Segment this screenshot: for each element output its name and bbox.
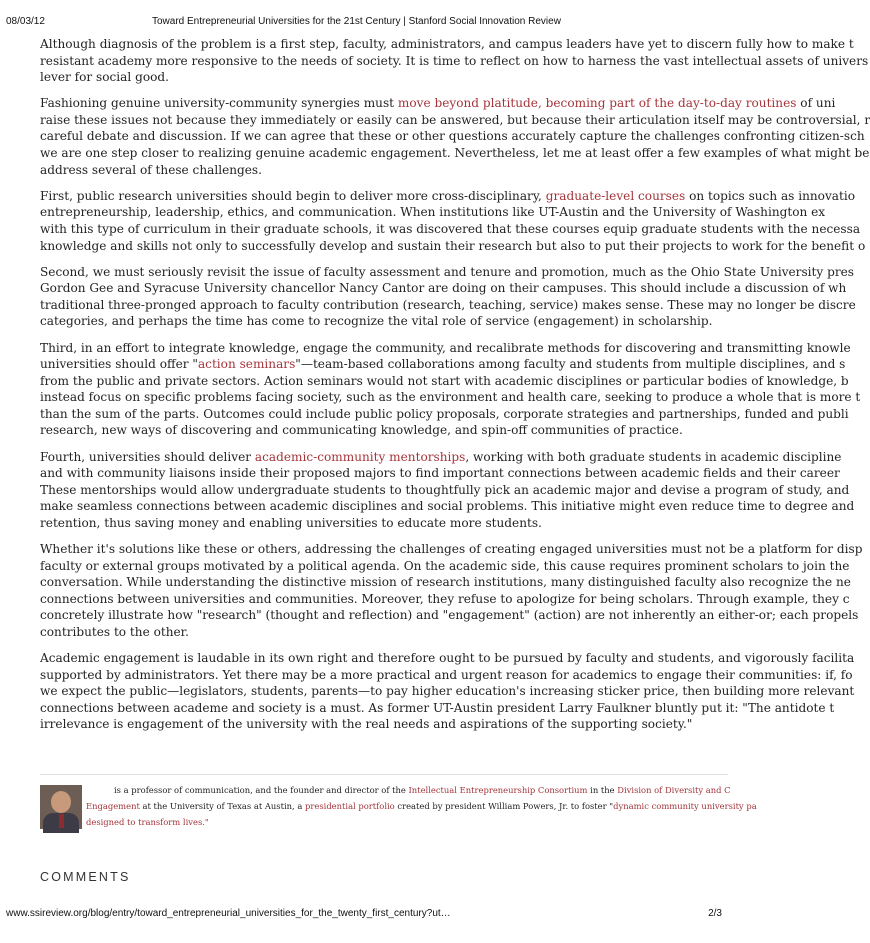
text-run: irrelevance is engagement of the university with the real needs and aspirations of the supporting society." — [40, 717, 693, 732]
text-run: Gordon Gee and Syracuse University chancellor Nancy Cantor are doing on their campuses. This should include a discussion of wh — [40, 281, 847, 296]
text-run: knowledge and skills not only to successfully develop and sustain their research but also to put their projects to work for the benefit o — [40, 238, 866, 253]
text-line — [40, 340, 851, 357]
paragraph — [40, 449, 855, 532]
paragraph — [40, 340, 861, 440]
print-date: 08/03/12 — [6, 16, 45, 27]
text-run: is a professor of communication, and the founder and director of the — [114, 785, 409, 795]
inline-link[interactable]: move beyond platitude, becoming part of the day-to-day routines — [397, 96, 797, 111]
text-run: we expect the public—legislators, students, parents—to pay higher education's increasing sticker price, then building more relevant — [40, 684, 855, 699]
print-footer — [6, 908, 722, 922]
text-run: retention, thus saving money and enabling universities to educate more students. — [40, 515, 542, 530]
page-url: www.ssireview.org/blog/entry/toward_entrepreneurial_universities_for_the_twenty_first_century?ut… — [6, 908, 451, 919]
text-run: lever for social good. — [40, 70, 169, 85]
text-line — [40, 95, 836, 112]
text-line — [40, 356, 846, 373]
page-title: Toward Entrepreneurial Universities for the 21st Century | Stanford Social Innovation Review — [152, 16, 561, 27]
text-run: "—team-based collaborations among faculty and students from multiple disciplines, and s — [295, 357, 846, 372]
text-line — [40, 162, 728, 179]
paragraph — [40, 541, 863, 641]
text-run: careful debate and discussion. If we can agree that these or other questions accurately capture the challenges confronting citizen-sch — [40, 129, 865, 144]
text-run: Fashioning genuine university-community synergies must — [40, 96, 398, 111]
text-run: Academic engagement is laudable in its own right and therefore ought to be pursued by faculty and students, and vigorously facilita — [40, 651, 855, 666]
text-line — [40, 574, 851, 591]
text-line — [40, 373, 849, 390]
text-line — [40, 128, 865, 145]
paragraph — [40, 188, 866, 254]
text-line — [40, 624, 728, 641]
text-run: research, new ways of discovering and communicating knowledge, and spin-off communities of practice. — [40, 423, 683, 438]
text-run: traditional three-pronged approach to faculty contribution (research, teaching, service) makes sense. These may no longer be discre — [40, 297, 856, 312]
text-line — [40, 482, 850, 499]
text-run: concretely illustrate how "research" (thought and reflection) and "engagement" (action) are not inherently an either-or; each propels — [40, 608, 859, 623]
text-run: , working with both graduate students in academic discipline — [465, 449, 842, 464]
text-run: Although diagnosis of the problem is a first step, faculty, administrators, and campus leaders have yet to discern fully how to make t — [40, 37, 854, 51]
text-line — [86, 814, 757, 830]
text-run: faculty or external groups motivated by a political agenda. On the academic side, this cause requires prominent scholars to join the — [40, 558, 850, 573]
text-run: categories, and perhaps the time has come to recognize the vital role of service (engagement) in scholarship. — [40, 314, 713, 329]
text-line — [40, 264, 854, 281]
text-run: we are one step closer to realizing genuine academic engagement. Nevertheless, let me at least offer a few examples of what might be — [40, 146, 870, 161]
paragraph — [40, 650, 855, 733]
paragraph — [40, 264, 856, 330]
text-line — [40, 667, 853, 684]
text-run: address several of these challenges. — [40, 162, 262, 177]
text-run: raise these issues not because they immediately or easily can be answered, but because their articulation itself may be controversial, r — [40, 112, 870, 127]
text-line — [40, 145, 870, 162]
text-line — [40, 406, 849, 423]
print-header — [6, 16, 722, 30]
text-line — [40, 449, 842, 466]
page-number: 2/3 — [708, 908, 722, 919]
inline-link[interactable]: presidential portfolio — [305, 801, 395, 811]
text-run: First, public research universities should begin to deliver more cross-disciplinary, — [40, 188, 546, 203]
inline-link[interactable]: designed to transform lives." — [86, 817, 209, 827]
author-photo — [40, 785, 82, 829]
text-line — [40, 541, 863, 558]
author-bio-text — [86, 782, 757, 830]
text-run: entrepreneurship, leadership, ethics, and communication. When institutions like UT-Austin and the University of Washington ex — [40, 205, 826, 220]
text-run: connections between universities and communities. Moreover, they refuse to apologize for being scholars. Through example, they c — [40, 591, 850, 606]
text-line — [86, 782, 757, 798]
text-run: contributes to the other. — [40, 625, 189, 639]
text-line — [40, 297, 856, 314]
text-run: These mentorships would allow undergraduate students to thoughtfully pick an academic major and devise a program of study, and — [40, 482, 850, 497]
text-run: than the sum of the parts. Outcomes could include public policy proposals, corporate strategies and partnerships, funded and publi — [40, 406, 849, 421]
article-body — [40, 36, 870, 743]
text-line — [40, 221, 861, 238]
text-line — [40, 280, 847, 297]
text-run: Whether it's solutions like these or others, addressing the challenges of creating engaged universities must not be a platform for disp — [40, 542, 863, 557]
comments-heading: COMMENTS — [40, 870, 131, 884]
text-line — [40, 650, 855, 667]
text-line — [86, 798, 757, 814]
text-run: with this type of curriculum in their graduate schools, it was discovered that these courses equip graduate students with the necessa — [40, 221, 861, 236]
text-line — [40, 112, 870, 129]
text-line — [40, 465, 840, 482]
text-run: supported by administrators. Yet there may be a more practical and urgent reason for academics to engage their communities: if, fo — [40, 667, 853, 682]
inline-link[interactable]: Division of Diversity and C — [617, 785, 731, 795]
text-line — [40, 313, 728, 330]
text-line — [40, 204, 826, 221]
text-line — [40, 36, 854, 53]
text-line — [40, 607, 859, 624]
inline-link[interactable]: dynamic community university pa — [613, 801, 757, 811]
text-run: on topics such as innovatio — [685, 188, 856, 203]
text-run: Third, in an effort to integrate knowledge, engage the community, and recalibrate methods for discovering and transmitting knowle — [40, 340, 851, 355]
text-run: make seamless connections between academic disciplines and social problems. This initiative might even reduce time to degree and — [40, 499, 855, 514]
text-line — [40, 188, 856, 205]
text-run: resistant academy more responsive to the needs of society. It is time to reflect on how to harness the vast intellectual assets of univers — [40, 53, 869, 68]
text-run: conversation. While understanding the distinctive mission of research institutions, many distinguished faculty also recognize the ne — [40, 575, 851, 590]
text-line — [40, 498, 855, 515]
text-run: at the University of Texas at Austin, a — [139, 801, 306, 811]
text-line — [40, 558, 850, 575]
inline-link[interactable]: graduate-level courses — [545, 188, 686, 203]
text-line — [40, 591, 850, 608]
text-line — [40, 69, 728, 86]
text-line — [40, 700, 835, 717]
text-run: in the — [587, 785, 618, 795]
text-run: and with community liaisons inside their proposed majors to find important connections between academic fields and their career — [40, 466, 840, 481]
inline-link[interactable]: action seminars — [197, 357, 296, 372]
inline-link[interactable]: Engagement — [86, 801, 140, 811]
author-bio — [40, 782, 757, 836]
text-run: universities should offer " — [40, 357, 198, 372]
paragraph — [40, 36, 869, 86]
inline-link[interactable]: Intellectual Entrepreneurship Consortium — [408, 785, 588, 795]
inline-link[interactable]: academic-community mentorships — [254, 449, 466, 464]
text-line — [40, 389, 861, 406]
text-line — [40, 53, 869, 70]
paragraph — [40, 95, 870, 178]
text-run: Second, we must seriously revisit the issue of faculty assessment and tenure and promotion, much as the Ohio State University pres — [40, 264, 854, 279]
text-line — [40, 683, 855, 700]
text-run: instead focus on specific problems facing society, such as the environment and health care, seeking to produce a whole that is more t — [40, 390, 861, 405]
text-run: created by president William Powers, Jr. to foster " — [394, 801, 614, 811]
text-run: from the public and private sectors. Action seminars would not start with academic disciplines or particular bodies of knowledge, b — [40, 373, 849, 388]
text-run: Fourth, universities should deliver — [40, 449, 255, 464]
text-line — [40, 238, 866, 255]
divider — [40, 774, 728, 775]
text-line — [40, 422, 728, 439]
text-line — [40, 515, 728, 532]
text-line — [40, 716, 728, 733]
text-run: of uni — [796, 96, 836, 111]
text-run: connections between academe and society is a must. As former UT-Austin president Larry Faulkner bluntly put it: "The antidote t — [40, 700, 835, 715]
